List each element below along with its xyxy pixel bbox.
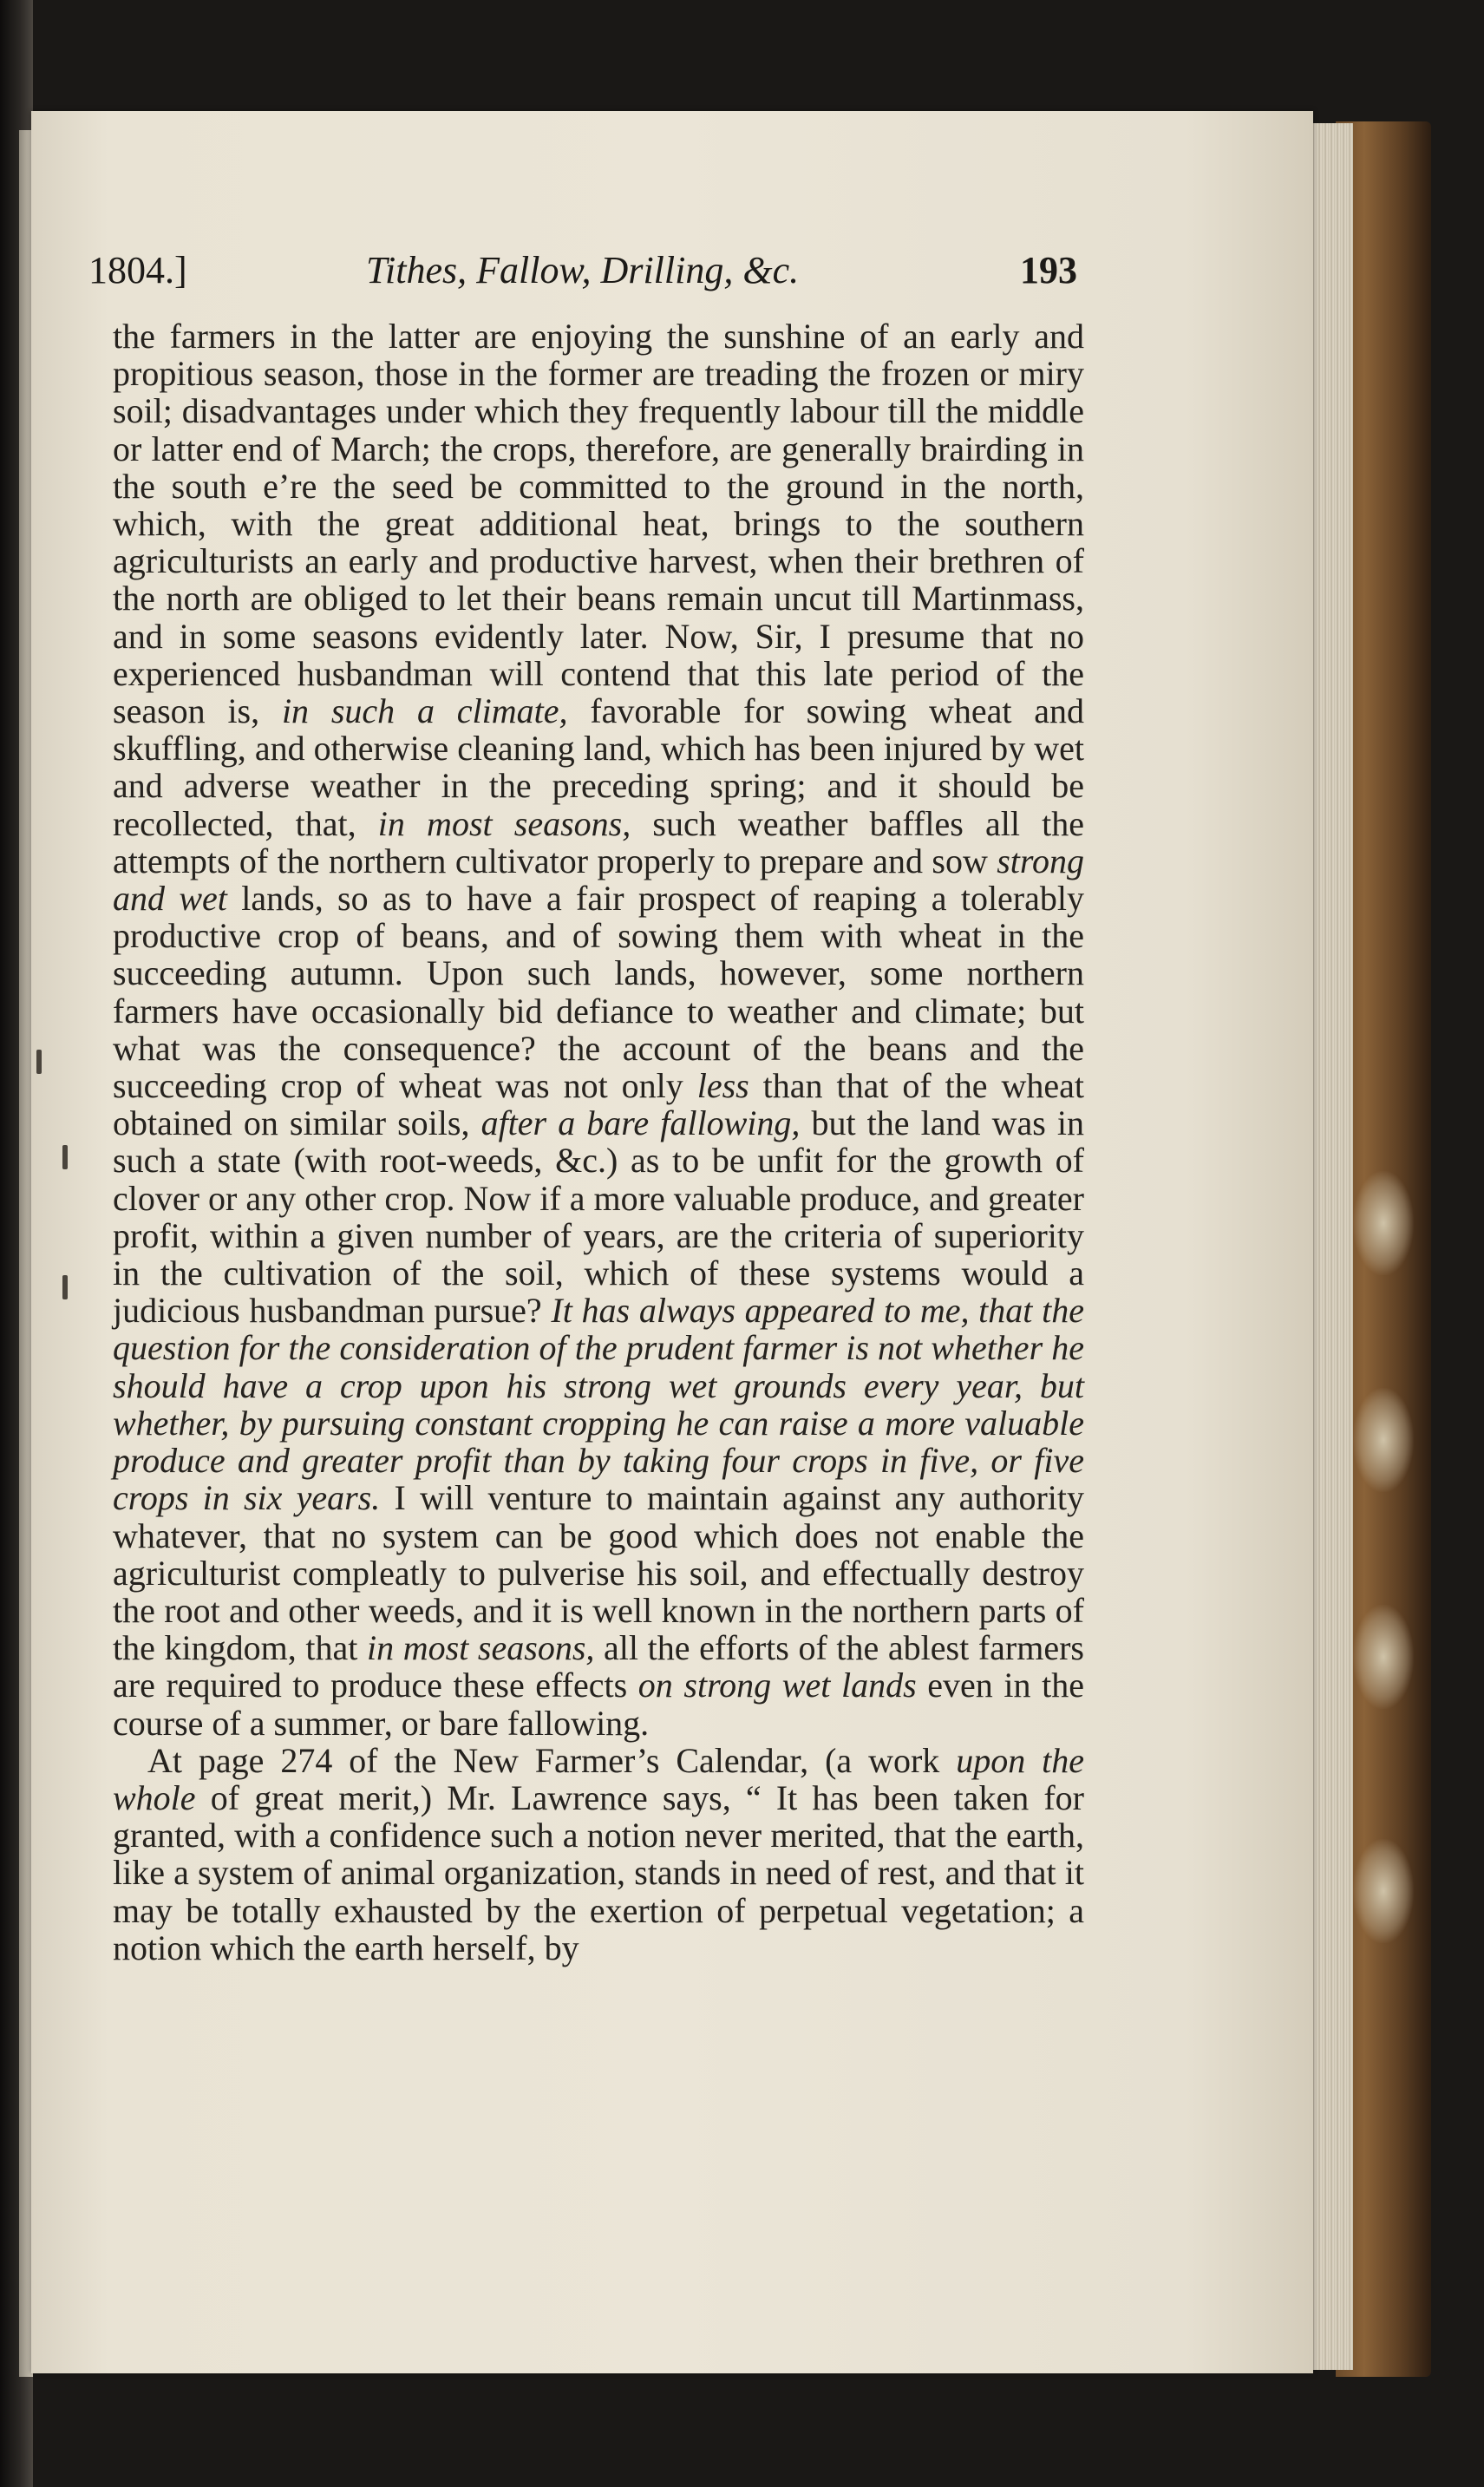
body-text bbox=[113, 317, 1084, 1967]
spine-ornament bbox=[1353, 1605, 1414, 1709]
margin-mark bbox=[62, 1275, 68, 1299]
page-number: 193 bbox=[1020, 249, 1077, 291]
running-header bbox=[88, 248, 1077, 309]
paragraph-2: At page 274 of the New Farmer’s Calendar, (a work upon the whole of great merit,) Mr. Lawrence says, “ It has been taken for granted, with a confidence such a notion never merited, that the earth, like a system of animal organization, stands in need of rest, and that it may be totally exhausted by the exertion of perpetual vegetation; a notion which the earth herself, by bbox=[113, 1740, 1084, 1967]
header-title: Tithes, Fallow, Drilling, &c. bbox=[366, 249, 800, 291]
spine-ornament bbox=[1353, 1171, 1414, 1275]
margin-mark bbox=[36, 1050, 42, 1074]
header-year: 1804.] bbox=[88, 249, 187, 291]
paragraph-1: the farmers in the latter are enjoying the sunshine of an early and propitious season, those in the former are treading the frozen or miry soil; disadvantages under which they frequently labour till the middle or latter end of March; the crops, therefore, are generally brairding in the south e’re the seed be committed to the ground in the north, which, with the great additional heat, brings to the southern agriculturists an early and productive harvest, when their brethren of the north are obliged to let their beans remain uncut till Martinmass, and in some seasons evidently later. Now, Sir, I presume that no experienced husbandman will contend that this late period of the season is, in such a climate, favorable for sowing wheat and skuffling, and otherwise cleaning land, which has been injured by wet and adverse weather in the preceding spring; and it should be recollected, that, in most seasons, such weather baffles all the attempts of the northern cultivator properly to prepare and sow strong and wet lands, so as to have a fair prospect of reaping a tolerably productive crop of beans, and of sowing them with wheat in the succeeding autumn. Upon such lands, however, some northern farmers have occasionally bid defiance to weather and climate; but what was the consequence? the account of the beans and the succeeding crop of wheat was not only less than that of the wheat obtained on similar soils, after a bare fallowing, but the land was in such a state (with root-weeds, &c.) as to be unfit for the growth of clover or any other crop. Now if a more valuable produce, and greater profit, within a given number of years, are the criteria of superiority in the cultivation of the soil, which of these systems would a judicious husbandman pursue? It has always appeared to me, that the question for the consideration of the prudent farmer is not whether he should have a crop upon his strong wet grounds every year, but whether, by pursuing constant cropping he can raise a more valuable produce and greater profit than by taking four crops in five, or five crops in six years. I will venture to maintain against any authority whatever, that no system can be good which does not enable the agriculturist compleatly to pulverise his soil, and effectually destroy the root and other weeds, and it is well known in the northern parts of the kingdom, that in most seasons, all the efforts of the ablest farmers are required to produce these effects on strong wet lands even in the course of a summer, or bare fallowing. bbox=[113, 317, 1085, 1743]
spine-ornament bbox=[1353, 1388, 1414, 1492]
spine-ornament bbox=[1353, 1839, 1414, 1943]
margin-mark bbox=[62, 1145, 68, 1169]
